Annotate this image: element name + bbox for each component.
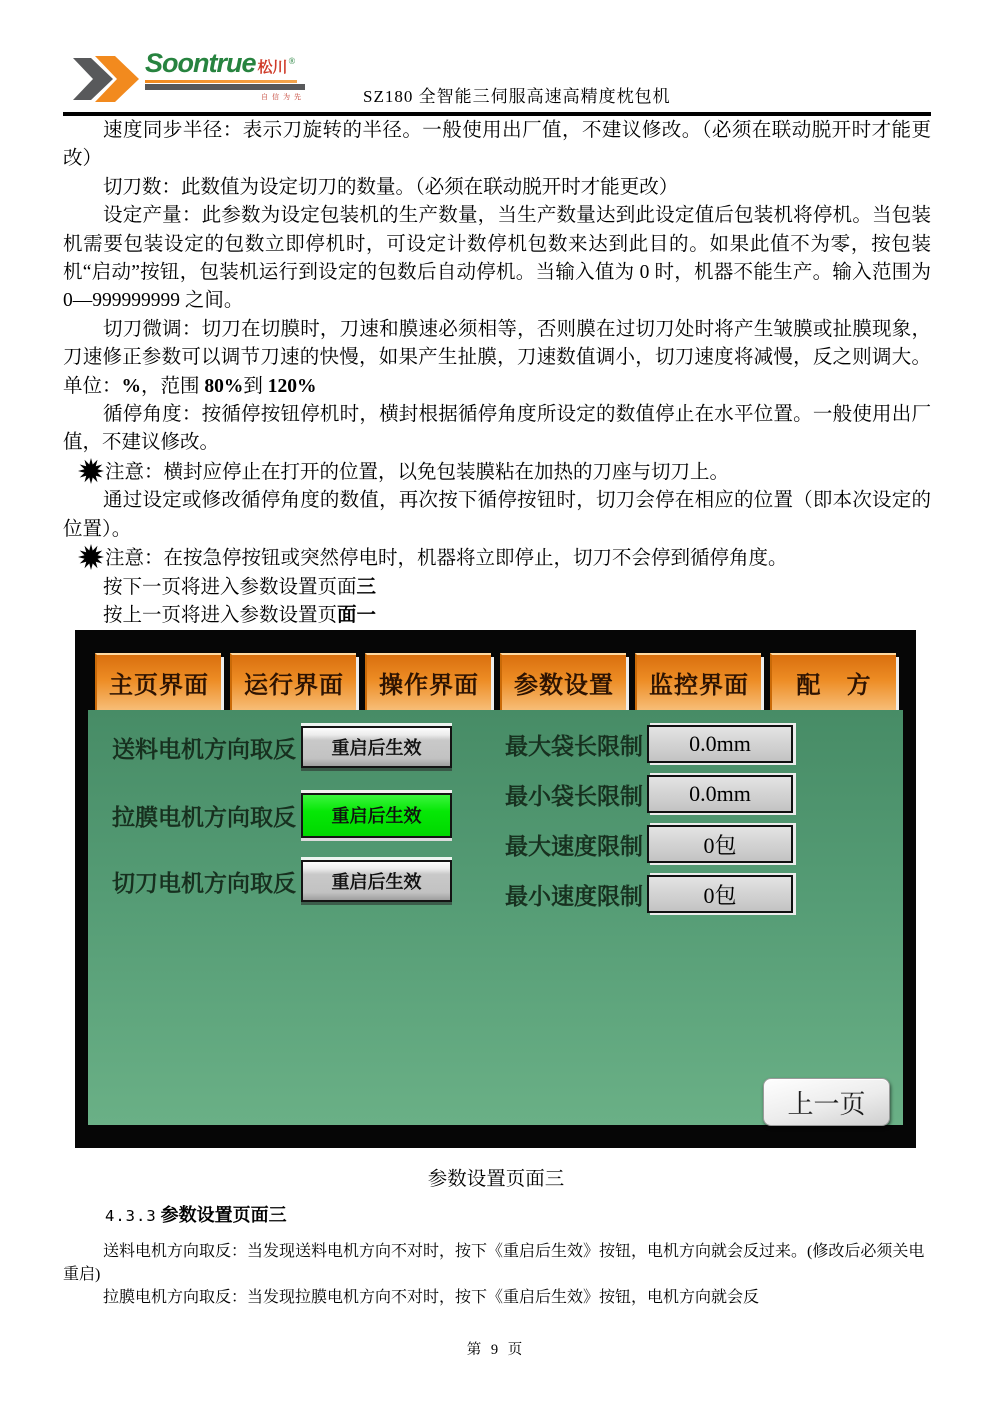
body-text-top [63, 117, 931, 630]
text-run: 面一 [337, 604, 377, 626]
max-speed-label: 最大速度限制 [505, 832, 643, 859]
section-heading [105, 1203, 931, 1229]
tab-home[interactable]: 主页界面 [95, 653, 221, 710]
paragraph [63, 1284, 931, 1307]
logo-tagline: 自信为先 [261, 94, 305, 101]
paragraph [63, 1238, 931, 1284]
text-run: 按上一页将进入参数设置页 [103, 604, 338, 626]
paragraph [63, 117, 931, 174]
text-run: 注意：在按急停按钮或突然停电时，机器将立即停止，切刀不会停到循停角度。 [105, 548, 788, 570]
text-run: 设定产量：此参数为设定包装机的生产数量，当生产数量达到此设定值后包装机将停机。当包装机需要包装设定的包数立即停机时，可设定计数停机包数来达到此目的。如果此值不为零，按包装机“启动”按钮，包装机运行到设定的包数后自动停机。当输入值为 0 时，机器不能生产。输入范围为 0—999999999 之间。 [63, 205, 931, 312]
text-run: 80% [204, 375, 244, 397]
feed-restart-effective-button[interactable]: 重启后生效 [301, 726, 452, 768]
text-run: 注意：横封应停止在打开的位置，以免包装膜粘在加热的刀座与切刀上。 [105, 461, 730, 483]
tab-run[interactable]: 运行界面 [230, 653, 356, 710]
paragraph [63, 401, 931, 458]
text-run: 拉膜电机方向取反：当发现拉膜电机方向不对时，按下《重启后生效》按钮，电机方向就会反 [103, 1289, 760, 1306]
motor-row-feed [112, 724, 452, 770]
max-bag-length-field[interactable]: 0.0mm [647, 725, 793, 763]
motor-row-cutter [112, 858, 452, 904]
section-number: 4.3.3 [105, 1207, 157, 1225]
text-run: % [121, 375, 142, 397]
film-restart-effective-button[interactable]: 重启后生效 [301, 793, 452, 838]
brand-name: Soontrue [145, 48, 256, 78]
body-text-bottom [63, 1238, 931, 1307]
hmi-screenshot [75, 630, 916, 1148]
paragraph [63, 487, 931, 544]
tab-monitor[interactable]: 监控界面 [635, 653, 761, 710]
film-motor-label: 拉膜电机方向取反 [112, 803, 296, 830]
page-number: 第 9 页 [466, 1342, 526, 1358]
text-run: 到 [243, 375, 268, 397]
burst-icon [78, 544, 104, 570]
soontrue-logo [73, 50, 305, 102]
cutter-motor-label: 切刀电机方向取反 [112, 869, 296, 896]
text-run: 120% [267, 375, 317, 397]
tab-recipe[interactable]: 配 方 [770, 653, 896, 710]
limit-row-min-speed [505, 874, 793, 914]
logo-bar-gray [145, 84, 305, 90]
chevrons-icon [73, 56, 139, 102]
feed-motor-label: 送料电机方向取反 [112, 735, 296, 762]
max-speed-field[interactable]: 0包 [647, 825, 793, 863]
note-paragraph [63, 544, 931, 573]
text-run: 切刀数：此数值为设定切刀的数量。（必须在联动脱开时才能更改） [103, 176, 679, 198]
text-run: 送料电机方向取反：当发现送料电机方向不对时，按下《重启后生效》按钮，电机方向就会反过来。(修改后必须关电重启) [63, 1243, 925, 1283]
motor-row-film [112, 792, 452, 838]
text-run: 按下一页将进入参数设置页面 [103, 576, 357, 598]
min-bag-length-label: 最小袋长限制 [505, 782, 643, 809]
brand-name-cn: 松川 [257, 60, 288, 76]
prev-page-button[interactable]: 上一页 [763, 1078, 890, 1126]
section-block [63, 1203, 931, 1307]
text-run: 三 [356, 576, 377, 598]
text-run: 循停角度：按循停按钮停机时，横封根据循停角度所设定的数值停止在水平位置。一般使用出厂值，不建议修改。 [63, 404, 931, 454]
max-bag-length-label: 最大袋长限制 [505, 732, 643, 759]
section-title: 参数设置页面三 [160, 1205, 287, 1225]
limit-row-min-bag [505, 774, 793, 814]
paragraph [63, 316, 931, 401]
logo-bar-orange [145, 80, 297, 83]
logo-wordmark-block [145, 50, 305, 102]
text-run: 速度同步半径：表示刀旋转的半径。一般使用出厂值，不建议修改。（必须在联动脱开时才能更改） [63, 120, 931, 170]
burst-icon [78, 458, 104, 484]
page-header [63, 48, 931, 116]
hmi-screen [88, 710, 903, 1125]
tab-params[interactable]: 参数设置 [500, 653, 626, 710]
text-run: 通过设定或修改循停角度的数值，再次按下循停按钮时，切刀会停在相应的位置（即本次设定的位置）。 [63, 490, 931, 540]
limit-row-max-bag [505, 724, 793, 764]
paragraph [63, 602, 931, 630]
registered-mark: ® [288, 56, 296, 66]
paragraph [63, 202, 931, 316]
min-bag-length-field[interactable]: 0.0mm [647, 775, 793, 813]
text-run: ，范围 [141, 375, 205, 397]
doc-title: SZ180 全智能三伺服高速高精度枕包机 [363, 87, 671, 106]
min-speed-label: 最小速度限制 [505, 882, 643, 909]
figure-caption: 参数设置页面三 [427, 1169, 565, 1190]
limit-row-max-speed [505, 824, 793, 864]
hmi-tabbar [95, 653, 896, 710]
tab-operation[interactable]: 操作界面 [365, 653, 491, 710]
min-speed-field[interactable]: 0包 [647, 875, 793, 913]
paragraph [63, 174, 931, 202]
note-paragraph [63, 458, 931, 487]
cutter-restart-effective-button[interactable]: 重启后生效 [301, 860, 452, 902]
text-run: 切刀微调：切刀在切膜时，刀速和膜速必须相等，否则膜在过切刀处时将产生皱膜或扯膜现象，刀速修正参数可以调节刀速的快慢，如果产生扯膜，刀速数值调小，切刀速度将减慢，反之则调大。单位： [63, 318, 931, 397]
paragraph [63, 574, 931, 602]
